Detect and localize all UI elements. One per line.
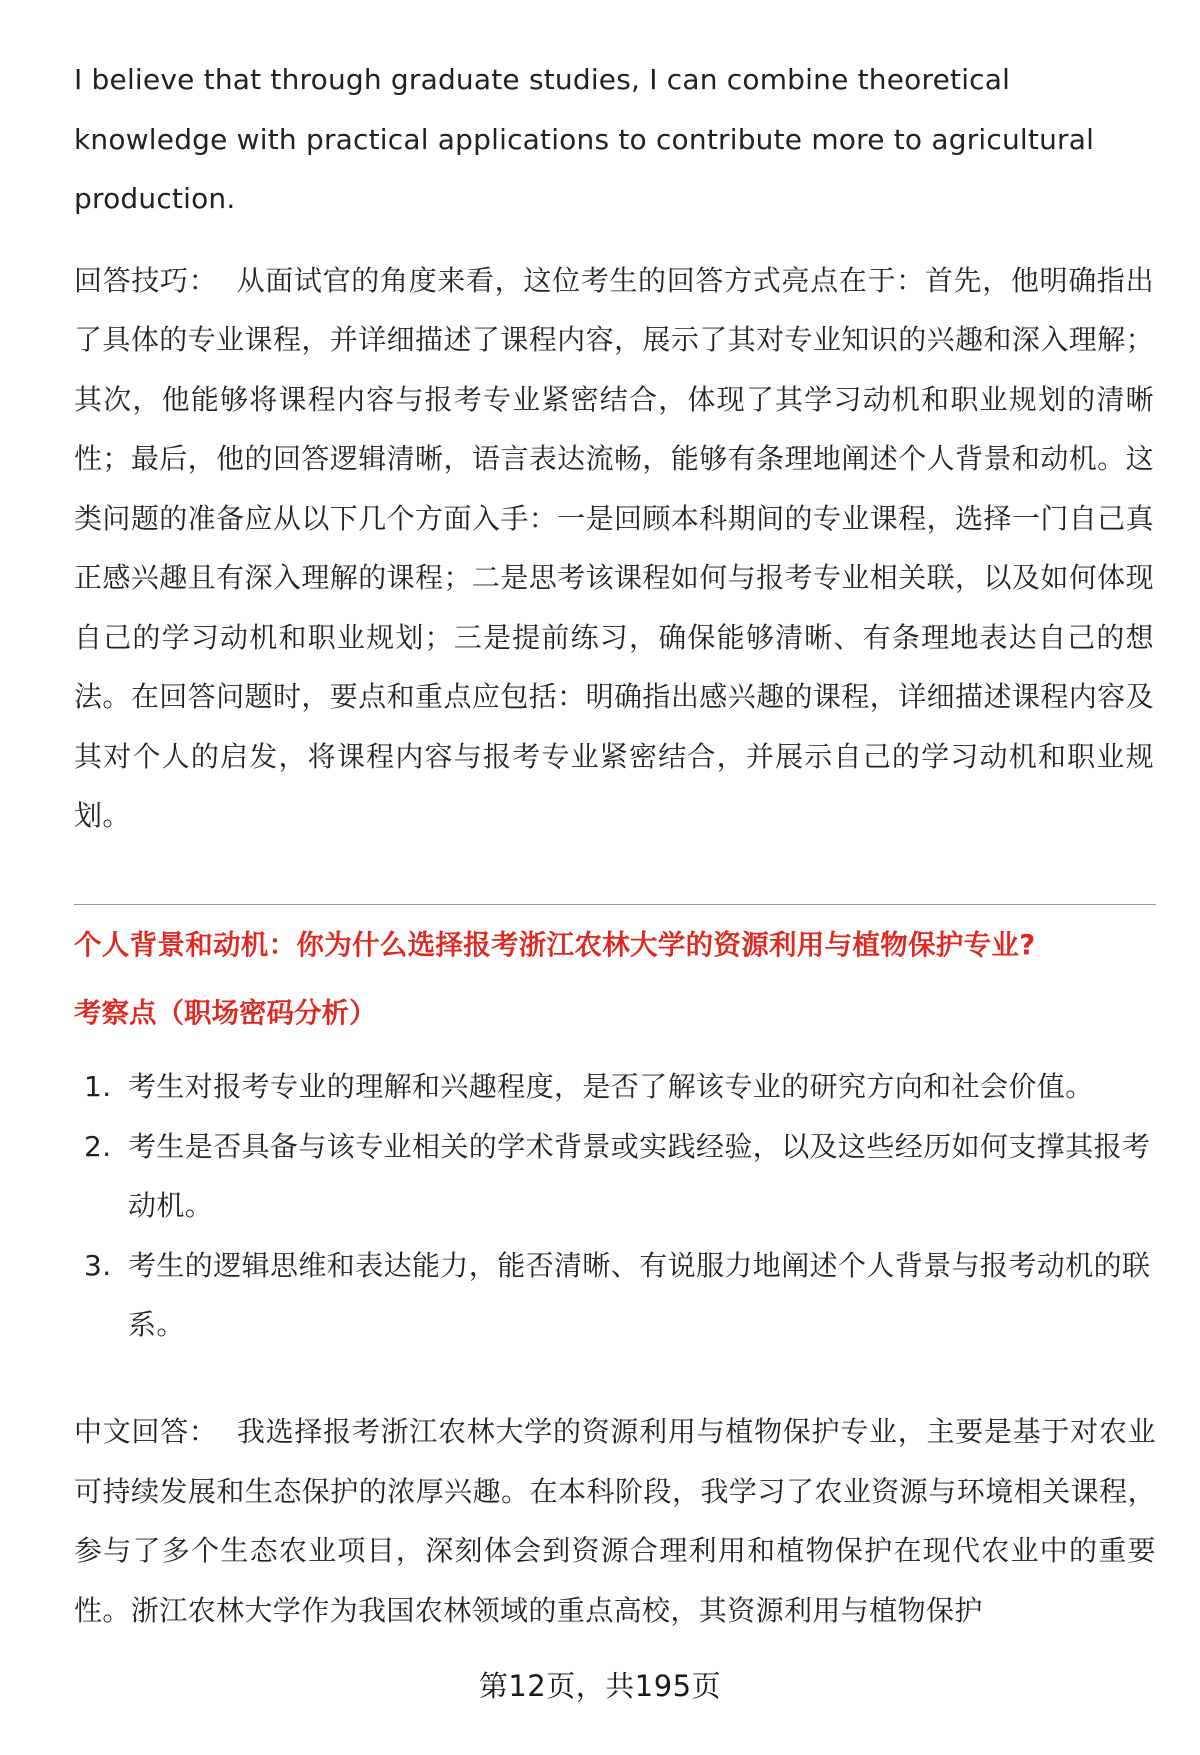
document-body — [74, 50, 1154, 846]
answer-label: 中文回答： — [74, 1415, 218, 1448]
list-item-number: 3. — [84, 1248, 112, 1282]
list-item-number: 1. — [84, 1070, 112, 1103]
list-item-text: 考生是否具备与该专业相关的学术背景或实践经验，以及这些经历如何支撑其报考动机。 — [128, 1129, 1151, 1222]
question-section — [74, 925, 1156, 1355]
intro-paragraph: I believe that through graduate studies, I can combine theoretical knowledge with practical applications to contribute more to agricultural production. — [74, 63, 1095, 215]
answer-paragraph — [74, 1402, 1156, 1640]
list-item — [74, 1057, 1156, 1117]
list-item-text: 考生对报考专业的理解和兴趣程度，是否了解该专业的研究方向和社会价值。 — [128, 1070, 1094, 1103]
tips-label: 回答技巧： — [74, 263, 218, 297]
tips-paragraph — [74, 251, 1154, 846]
points-title: 考察点（职场密码分析） — [74, 997, 377, 1029]
list-item — [74, 1236, 1156, 1355]
question-title: 个人背景和动机：你为什么选择报考浙江农林大学的资源利用与植物保护专业? — [74, 929, 1036, 961]
tips-text: 从面试官的角度来看，这位考生的回答方式亮点在于：首先，他明确指出了具体的专业课程，并详细描述了课程内容，展示了其对专业知识的兴趣和深入理解；其次，他能够将课程内容与报考专业紧密结合，体现了其学习动机和职业规划的清晰性；最后，他的回答逻辑清晰，语言表达流畅，能够有条理地阐述个人背景和动机。这类问题的准备应从以下几个方面入手：一是回顾本科期间的专业课程，选择一门自己真正感兴趣且有深入理解的课程；二是思考该课程如何与报考专业相关联，以及如何体现自己的学习动机和职业规划；三是提前练习，确保能够清晰、有条理地表达自己的想法。在回答问题时，要点和重点应包括：明确指出感兴趣的课程，详细描述课程内容及其对个人的启发，将课程内容与报考专业紧密结合，并展示自己的学习动机和职业规划。 — [74, 263, 1154, 832]
list-item-number: 2. — [84, 1129, 112, 1163]
page-number: 第12页，共195页 — [478, 1669, 722, 1703]
list-item — [74, 1117, 1156, 1236]
list-item-text: 考生的逻辑思维和表达能力，能否清晰、有说服力地阐述个人背景与报考动机的联系。 — [128, 1248, 1151, 1341]
answer-text: 我选择报考浙江农林大学的资源利用与植物保护专业，主要是基于对农业可持续发展和生态保护的浓厚兴趣。在本科阶段，我学习了农业资源与环境相关课程，参与了多个生态农业项目，深刻体会到资源合理利用和植物保护在现代农业中的重要性。浙江农林大学作为我国农林领域的重点高校，其资源利用与植物保护 — [74, 1415, 1156, 1627]
section-divider — [74, 904, 1156, 905]
points-list — [74, 1057, 1156, 1355]
